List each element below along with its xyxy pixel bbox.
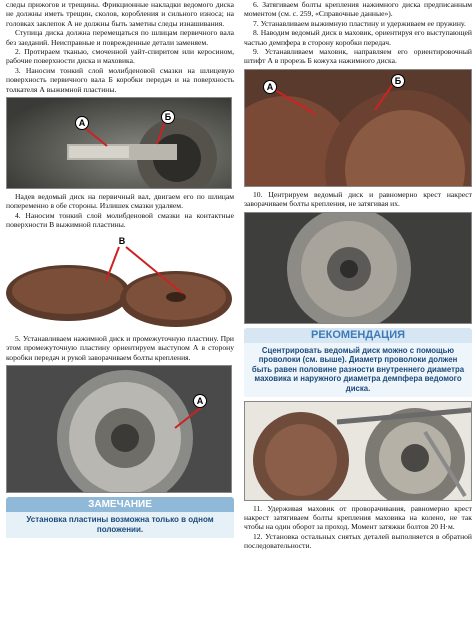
recommendation-text: Сцентрировать ведомый диск можно с помощью проволоки (см. выше). Диаметр проволоки должен быть равен половине разности внутреннего диаметра маховика и наружного диаметра демпфера ведомого диска. [244, 343, 472, 397]
note-box [6, 497, 234, 538]
step-3-text: 3. Наносим тонкий слой молибденовой смазки на шлицевую поверхность первичного вала Б коробки передач и на поверхность толкателя А выжимной пластины. [6, 65, 234, 94]
step-6-text: 6. Затягиваем болты крепления нажимного диска предписанным моментом (см. с. 259, «Справочные данные»). [244, 0, 472, 19]
label-a-pin: А [263, 80, 277, 94]
step-7-text: 7. Устанавливаем выжимную пластину и удерживаем ее пружину. [253, 18, 466, 28]
photo-pressure-plate [6, 365, 232, 493]
paragraph-slide-disk: Надев ведомый диск на первичный вал, двигаем его по шлицам попеременно в обе стороны. Излишек смазки удаляем. [6, 192, 234, 211]
label-b-slot: Б [391, 74, 405, 88]
photo-flywheel-pin [244, 69, 472, 187]
photo-release-plate-image [6, 233, 232, 331]
photo-centered-disk [244, 212, 472, 324]
photo-input-shaft [6, 97, 232, 189]
step-2-text: 2. Протираем тканью, смоченной уайт-спиритом или керосином, рабочие поверхности диска и маховика. [6, 47, 234, 66]
photo-input-shaft-image [7, 98, 232, 189]
intro-text: следы прижогов и трещины. Фрикционные накладки ведомого диска не должны иметь трещин, сколов, коробления и сильного износа; на головках заклепок А не должны быть заметны следы изнашивания. [6, 0, 234, 28]
photo-flywheel-pin-image [245, 70, 472, 187]
paragraph-hub: Ступица диска должна перемещаться по шлицам первичного вала без заеданий. Неисправные и поврежденные детали заменяем. [6, 28, 234, 47]
photo-tightening-image [245, 402, 472, 501]
step-4-text: 4. Наносим тонкий слой молибденовой смазки на контактные поверхности В выжимной пластины. [6, 210, 234, 230]
left-column [6, 0, 234, 538]
note-title: ЗАМЕЧАНИЕ [6, 497, 234, 512]
label-b: Б [161, 110, 175, 124]
step-12-text: 12. Установка остальных снятых деталей выполняется в обратной последовательности. [244, 531, 472, 551]
step-9-text: 9. Устанавливаем маховик, направляем его ориентировочный штифт А в прорезь Б кожуха нажимного диска. [244, 47, 472, 66]
label-v: В [118, 235, 126, 246]
step-10-text: 10. Центрируем ведомый диск и равномерно крест накрест заворачиваем болты крепления, не затягивая их. [244, 189, 472, 209]
photo-pressure-plate-image [7, 366, 232, 493]
right-column [244, 0, 472, 551]
label-a: А [75, 116, 89, 130]
note-text: Установка пластины возможна только в одном положении. [6, 512, 234, 538]
step-5-text: 5. Устанавливаем нажимной диск и промежуточную пластину. При этом промежуточную пластину ориентируем выступом А в сторону коробки передач и рукой заворачиваем болты крепления. [6, 333, 234, 362]
recommendation-title: РЕКОМЕНДАЦИЯ [244, 328, 472, 343]
recommendation-box [244, 328, 472, 397]
photo-release-plate [6, 233, 232, 331]
photo-centered-disk-image [245, 213, 472, 324]
label-a-plate: А [193, 394, 207, 408]
step-11-text: 11. Удерживая маховик от проворачивания, равномерно крест накрест затягиваем болты крепления маховика на колено, не так чтобы на один оборот за проход. Момент затяжки болтов 20 Н·м. [244, 503, 472, 532]
step-8-text: 8. Наводим ведомый диск в маховик, ориентируя его выступающей частью демпфера в сторону коробки передач. [244, 28, 472, 47]
photo-tightening [244, 401, 472, 501]
